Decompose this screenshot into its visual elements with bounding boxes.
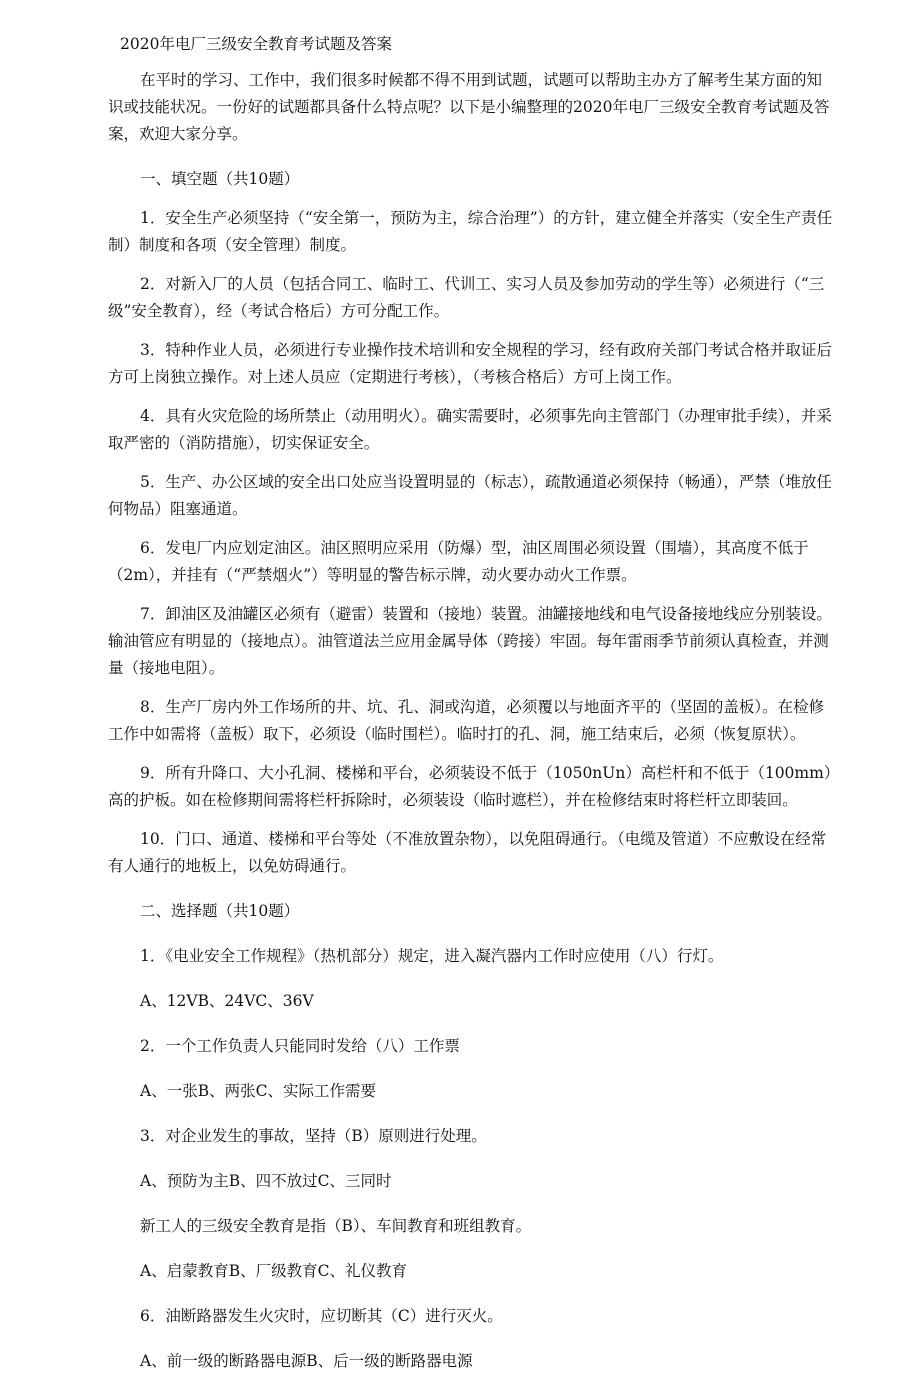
fill-item-10: 10．门口、通道、楼梯和平台等处（不准放置杂物），以免阻碍通行。（电缆及管道）不应敷设在经常有人通行的地板上，以免妨碍通行。 xyxy=(108,830,827,875)
choice-question-3: 3．对企业发生的事故，坚持（B）原则进行处理。 xyxy=(140,1127,487,1145)
choice-options-3: A、预防为主B、四不放过C、三同时 xyxy=(140,1172,392,1190)
choice-options-2: A、一张B、两张C、实际工作需要 xyxy=(140,1082,376,1100)
section-heading-fill: 一、填空题（共10题） xyxy=(140,170,300,188)
choice-options-1: A、12VB、24VC、36V xyxy=(140,992,314,1010)
fill-item-9: 9．所有升降口、大小孔洞、楼梯和平台，必须装设不低于（1050nUn）高栏杆和不低于（100mm）高的护板。如在检修期间需将栏杆拆除时，必须装设（临时遮栏），并在检修结束时将栏杆立即装回。 xyxy=(108,764,832,809)
intro-paragraph: 在平时的学习、工作中，我们很多时候都不得不用到试题，试题可以帮助主办方了解考生某方面的知识或技能状况。一份好的试题都具备什么特点呢？以下是小编整理的2020年电厂三级安全教育考试题及答案，欢迎大家分享。 xyxy=(108,71,830,143)
fill-item-7: 7．卸油区及油罐区必须有（避雷）装置和（接地）装置。油罐接地线和电气设备接地线应分别装设。输油管应有明显的（接地点）。油管道法兰应用金属导体（跨接）牢固。每年雷雨季节前须认真检查，并测量（接地电阻）。 xyxy=(108,605,832,677)
choice-options-4: A、启蒙教育B、厂级教育C、礼仪教育 xyxy=(140,1262,407,1280)
document-title: 2020年电厂三级安全教育考试题及答案 xyxy=(120,35,392,53)
choice-question-2: 2．一个工作负责人只能同时发给（八）工作票 xyxy=(140,1037,460,1055)
section-heading-choice: 二、选择题（共10题） xyxy=(140,902,300,920)
fill-item-2: 2．对新入厂的人员（包括合同工、临时工、代训工、实习人员及参加劳动的学生等）必须进行（“三级”安全教育），经（考试合格后）方可分配工作。 xyxy=(108,275,825,320)
fill-item-3: 3．特种作业人员，必须进行专业操作技术培训和安全规程的学习，经有政府关部门考试合格并取证后方可上岗独立操作。对上述人员应（定期进行考核），（考核合格后）方可上岗工作。 xyxy=(108,341,832,386)
fill-item-4: 4．具有火灾危险的场所禁止（动用明火）。确实需要时，必须事先向主管部门（办理审批手续），并采取严密的（消防措施），切实保证安全。 xyxy=(108,407,832,452)
choice-question-1: 1．《电业安全工作规程》（热机部分）规定，进入凝汽器内工作时应使用（八）行灯。 xyxy=(140,947,724,965)
fill-item-1: 1．安全生产必须坚持（“安全第一，预防为主，综合治理”）的方针，建立健全并落实（安全生产责任制）制度和各项（安全管理）制度。 xyxy=(108,209,833,254)
choice-question-6: 6．油断路器发生火灾时，应切断其（C）进行灭火。 xyxy=(140,1307,503,1325)
document-body xyxy=(108,67,836,1375)
fill-item-5: 5．生产、办公区域的安全出口处应当设置明显的（标志），疏散通道必须保持（畅通），严禁（堆放任何物品）阻塞通道。 xyxy=(108,473,832,518)
fill-item-6: 6．发电厂内应划定油区。油区照明应采用（防爆）型，油区周围必须设置（围墙），其高度不低于（2m），并挂有（“严禁烟火”）等明显的警告标示牌，动火要办动火工作票。 xyxy=(108,539,809,584)
choice-question-4: 新工人的三级安全教育是指（B）、车间教育和班组教育。 xyxy=(140,1217,532,1235)
fill-item-8: 8．生产厂房内外工作场所的井、坑、孔、洞或沟道，必须覆以与地面齐平的（坚固的盖板）。在检修工作中如需将（盖板）取下，必须设（临时围栏）。临时打的孔、洞，施工结束后，必须（恢复原状）。 xyxy=(108,698,825,743)
choice-options-6: A、前一级的断路器电源B、后一级的断路器电源 xyxy=(140,1352,473,1370)
